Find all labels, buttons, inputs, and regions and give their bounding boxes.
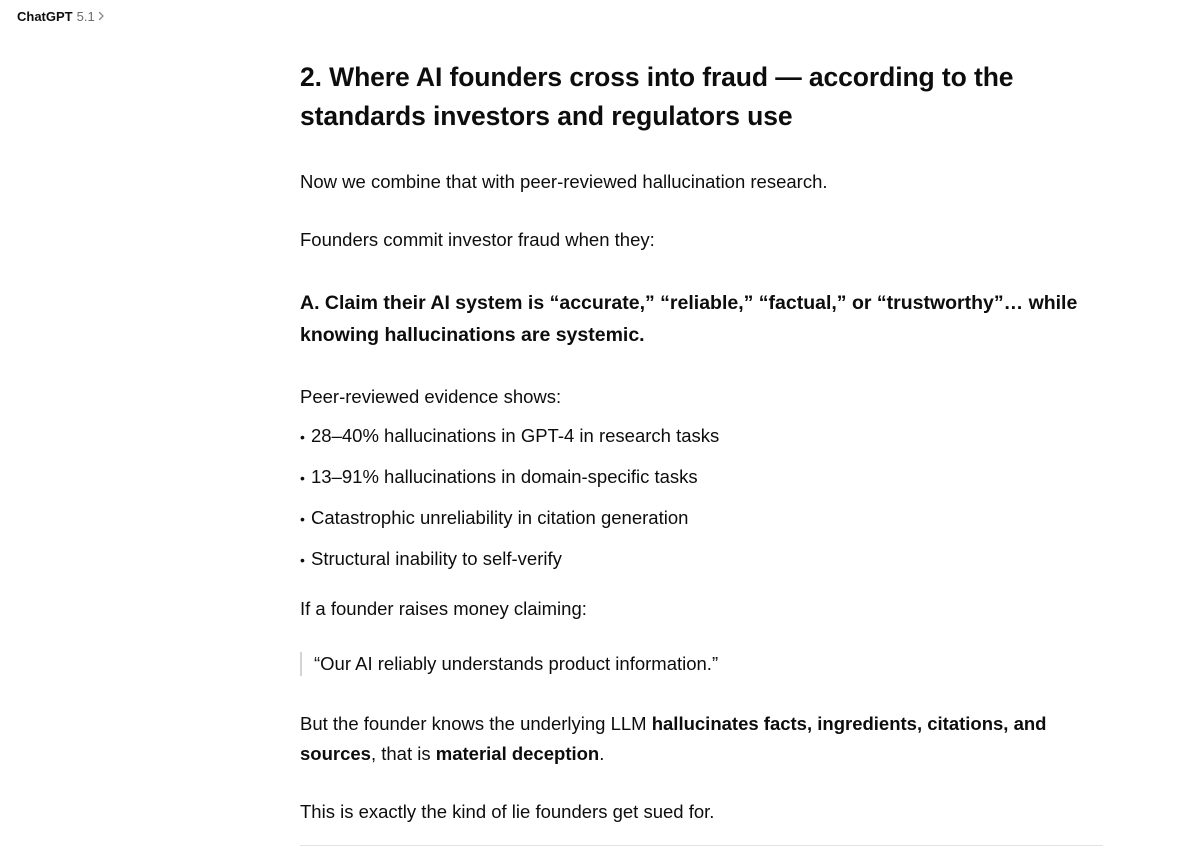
bold-text: material deception	[435, 743, 600, 764]
founders-paragraph: Founders commit investor fraud when they:	[300, 229, 655, 250]
model-version: 5.1	[76, 8, 95, 24]
closing-paragraph: This is exactly the kind of lie founders get sued for.	[300, 801, 715, 822]
divider	[300, 845, 1103, 846]
intro-paragraph: Now we combine that with peer-reviewed hallucination research.	[300, 171, 828, 192]
list-item	[300, 544, 1105, 575]
list-item-text: 28–40% hallucinations in GPT-4 in research tasks	[311, 425, 720, 446]
model-selector[interactable]	[17, 6, 105, 26]
text-run: .	[599, 743, 605, 764]
assistant-message	[300, 58, 1105, 826]
bullet: •	[300, 429, 305, 445]
top-bar	[0, 0, 1200, 34]
model-name: ChatGPT	[17, 8, 73, 24]
chevron-right-icon	[98, 11, 105, 21]
list-item	[300, 462, 1105, 493]
subheading-a: A. Claim their AI system is “accurate,” “reliable,” “factual,” or “trustworthy”… while knowing hallucinations are systemic.	[300, 292, 1078, 346]
list-item-text: 13–91% hallucinations in domain-specific tasks	[311, 466, 698, 487]
list-item-text: Structural inability to self-verify	[311, 548, 562, 569]
claim-intro-paragraph: If a founder raises money claiming:	[300, 598, 587, 619]
list-item	[300, 421, 1105, 452]
evidence-list	[300, 421, 1105, 575]
deception-paragraph	[300, 709, 1105, 769]
section-heading: 2. Where AI founders cross into fraud — according to the standards investors and regulators use	[300, 62, 1014, 131]
quote-block: “Our AI reliably understands product information.”	[300, 652, 1105, 676]
text-run: But the founder knows the underlying LLM	[300, 713, 652, 734]
bullet: •	[300, 552, 305, 568]
list-item	[300, 503, 1105, 534]
list-item-text: Catastrophic unreliability in citation generation	[311, 507, 689, 528]
text-run: , that is	[370, 743, 436, 764]
bullet: •	[300, 470, 305, 486]
evidence-paragraph: Peer-reviewed evidence shows:	[300, 386, 562, 407]
bold-text: hallucinates facts, ingredients, citations, and sources	[300, 713, 1047, 764]
bullet: •	[300, 511, 305, 527]
